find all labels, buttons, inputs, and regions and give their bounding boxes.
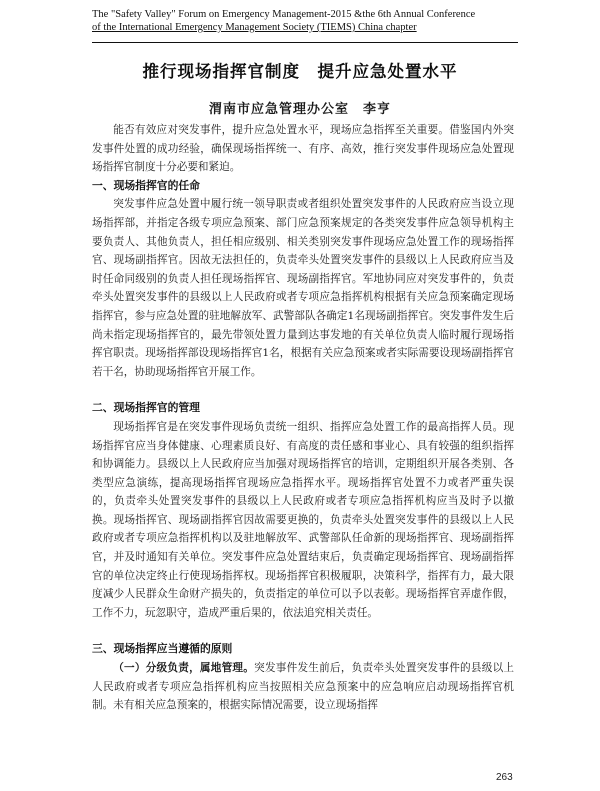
- principle-1-text: 突发事件发生前后，负责牵头处置突发事件的县级以上人民政府或者专项应急指挥机构应当按照相关应急预案中的应急响应启动现场指挥官机制。未有相关应急预案的，根据实际情况需要，设立现场指挥: [92, 662, 515, 712]
- intro-paragraph: 能否有效应对突发事件，提升应急处置水平，现场应急指挥至关重要。借鉴国内外突发事件处置的成功经验，确保现场指挥统一、有序、高效，推行突发事件现场应急处置现场指挥官制度十分必要和紧迫。: [92, 124, 514, 174]
- header-rule: [92, 42, 518, 43]
- section-2-heading: 二、现场指挥官的管理: [92, 401, 200, 415]
- section-gap: [92, 622, 514, 640]
- section-2-paragraph: 现场指挥官是在突发事件现场负责统一组织、指挥应急处置工作的最高指挥人员。现场指挥官应当身体健康、心理素质良好、有高度的责任感和事业心、具有较强的组织指挥和协调能力。县级以上人民政府应当加强对现场指挥官的培训，定期组织开展各类别、各类型应急演练，提高现场指挥官现场应急指挥水平。现场指挥官处置不力或者严重失误的，负责牵头处置突发事件的县级以上人民政府或者专项应急指挥机构应当及时予以撤换。现场指挥官、现场副指挥官因故需要更换的，负责牵头处置突发事件的县级以上人民政府或者专项应急指挥机构以及驻地解放军、武警部队任命新的现场指挥官、现场副指挥官，并及时通知有关单位。突发事件应急处置结束后，负责确定现场指挥官、现场副指挥官的单位决定终止行使现场指挥权。现场指挥官积极履职，决策科学，指挥有力，最大限度减少人民群众生命财产损失的，负责指定的单位可以予以表彰。现场指挥官弄虚作假，工作不力，玩忽职守，造成严重后果的，依法追究相关责任。: [92, 420, 514, 619]
- section-1-heading: 一、现场指挥官的任命: [92, 178, 200, 192]
- section-3-heading: 三、现场指挥应当遵循的原则: [92, 642, 233, 656]
- section-gap: [92, 381, 514, 399]
- author-line: 渭南市应急管理办公室 李亨: [208, 102, 391, 117]
- section-1-paragraph: 突发事件应急处置中履行统一领导职责或者组织处置突发事件的人民政府应当设立现场指挥部，并指定各级专项应急预案、部门应急预案规定的各类突发事件应急领导机构主要负责人、其他负责人，担任相应级别、相关类别突发事件现场应急处置工作的现场指挥官、现场副指挥官。因故无法担任的，负责牵头处置突发事件的县级以上人民政府应当及时任命同级别的负责人担任现场指挥官、现场副指挥官。军地协同应对突发事件的，负责牵头处置突发事件的县级以上人民政府或者专项应急指挥机构根据有关应急预案确定现场指挥官，参与应急处置的驻地解放军、武警部队各确定1名现场副指挥官。突发事件发生后尚未指定现场指挥官的，最先带领处置力量到达事发地的有关单位负责人临时履行现场指挥官职责。现场指挥部设现场指挥官1名，根据有关应急预案或者实际需要设现场副指挥官若干名，协助现场指挥官开展工作。: [92, 198, 514, 378]
- section-3-paragraph: [92, 659, 514, 715]
- running-header: [92, 8, 522, 34]
- running-header-line1: The "Safety Valley" Forum on Emergency Management-2015 &the 6th Annual Conference: [92, 9, 476, 20]
- principle-1-lead: （一）分级负责，属地管理。: [113, 662, 255, 675]
- article-title: 推行现场指挥官制度 提升应急处置水平: [142, 62, 458, 81]
- page-number: 263: [496, 772, 513, 783]
- running-header-line2: of the International Emergency Management Society (TIEMS) China chapter: [92, 22, 417, 33]
- article-body: [92, 121, 514, 715]
